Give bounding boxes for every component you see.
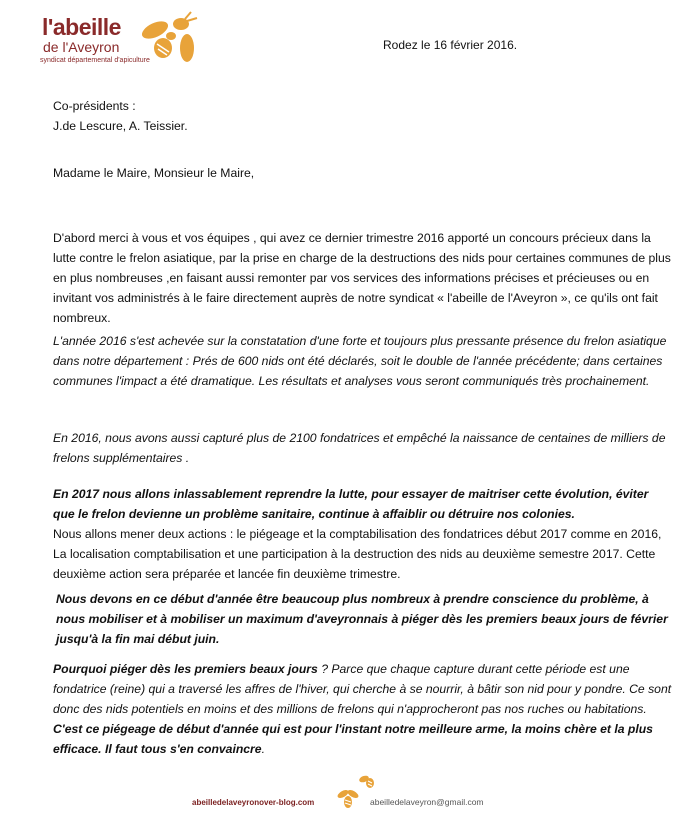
paragraph-2016-assessment: L'année 2016 s'est achevée sur la constatation d'une forte et toujours plus pressante présence du frelon asiatique dans notre département : Prés de 600 nids ont été déclarés, soit le double de l'année précédente; dans certaines communes l'impact a été dramatique. Les résultats et analyses vous seront communiqués très prochainement.	[53, 334, 667, 388]
paragraph-why-trap	[53, 659, 673, 759]
salutation: Madame le Maire, Monsieur le Maire,	[53, 166, 255, 180]
bee-icon	[358, 773, 376, 789]
why-trap-end: .	[261, 742, 265, 756]
paragraph-2017-plan-actions: Nous allons mener deux actions : le piégeage et la comptabilisation des fondatrices début 2017 comme en 2016, La localisation comptabilisation et une participation à la destruction des nids au deuxième semestre 2017. Cette deuxième action sera préparée et lancée fin deuxième trimestre.	[53, 527, 662, 581]
why-trap-question: Pourquoi piéger dès les premiers beaux jours	[53, 662, 318, 676]
bee-icon	[336, 786, 360, 810]
why-trap-explanation: ? Parce que chaque capture durant cette période est une fondatrice (reine) qui a traversé les affres de l'hiver, qui cherche à se nourrir, à bâtir son nid pour y pondre. Ce sont donc des nids potentiels en moins et des millions de frelons qui n'approcheront pas nos ruches ou habitations.	[53, 662, 672, 716]
paragraph-thanks: D'abord merci à vous et vos équipes , qui avez ce dernier trimestre 2016 apporté un concours précieux dans la lutte contre le frelon asiatique, par la prise en charge de la destructions des nids pour certaines communes de plus en plus nombreuses ,en faisant aussi remonter par vos services des informations précises et précieuses ou en invitant vos administrés à le faire directement auprès de notre syndicat « l'abeille de l'Aveyron », ce qu'ils ont fait nombreux.	[53, 231, 671, 325]
copresidents-names: J.de Lescure, A. Teissier.	[53, 119, 188, 133]
copresidents-block	[53, 96, 673, 136]
logo	[38, 10, 178, 65]
footer-blog-link[interactable]: abeilledelaveyronover-blog.com	[192, 798, 315, 807]
logo-name: l'abeille	[42, 14, 121, 40]
letter-date: Rodez le 16 février 2016.	[383, 38, 518, 52]
paragraph-2017-plan	[53, 484, 673, 584]
logo-subname: de l'Aveyron	[43, 39, 120, 55]
paragraph-2017-plan-emphasis: En 2017 nous allons inlassablement reprendre la lutte, pour essayer de maitriser cette évolution, éviter que le frelon devienne un problème sanitaire, continue à affaiblir ou détruire nos colonies.	[53, 487, 649, 521]
logo-tagline: syndicat départemental d'apiculture	[40, 57, 150, 64]
why-trap-conclusion: C'est ce piégeage de début d'année qui est pour l'instant notre meilleure arme, la moins chère et la plus efficace. Il faut tous s'en convaincre	[53, 722, 653, 756]
bee-icon	[141, 10, 203, 62]
footer-email-link[interactable]: abeilledelaveyron@gmail.com	[370, 797, 484, 807]
copresidents-label: Co-présidents :	[53, 99, 136, 113]
paragraph-2016-captures: En 2016, nous avons aussi capturé plus de 2100 fondatrices et empêché la naissance de centaines de milliers de frelons supplémentaires .	[53, 431, 666, 465]
paragraph-mobilisation: Nous devons en ce début d'année être beaucoup plus nombreux à prendre conscience du problème, à nous mobiliser et à mobiliser un maximum d'aveyronnais à piéger dès les premiers beaux jours de février jusqu'à la fin mai début juin.	[56, 592, 668, 646]
